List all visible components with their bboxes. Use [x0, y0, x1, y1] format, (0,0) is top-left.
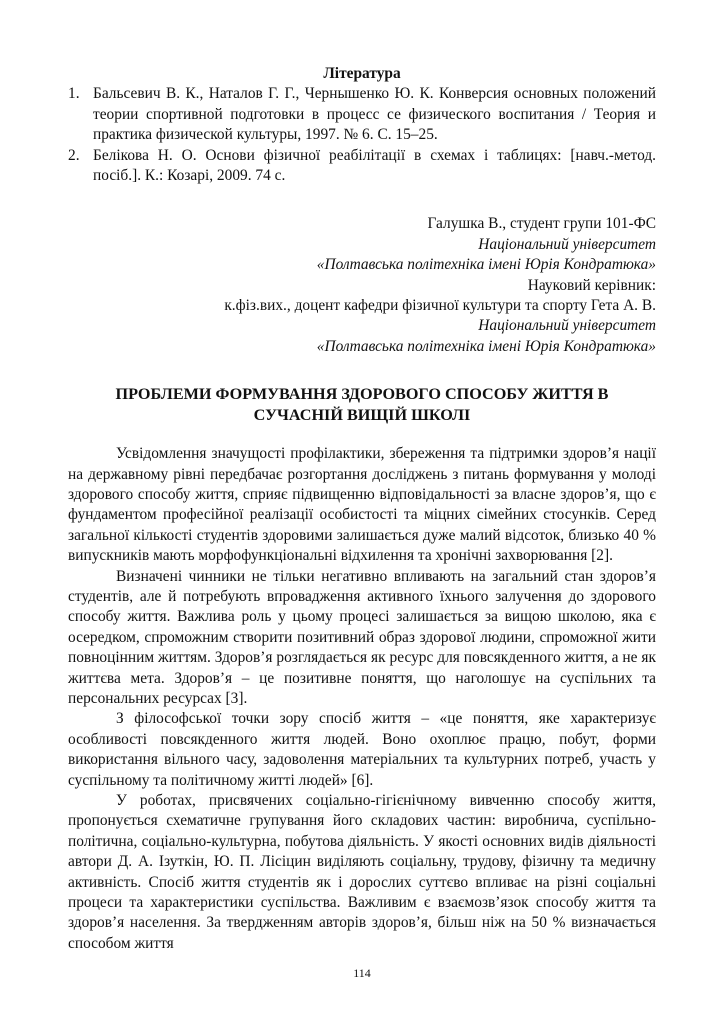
article-title-line2: СУЧАСНІЙ ВИЩІЙ ШКОЛІ [253, 405, 471, 424]
references-section [68, 64, 656, 186]
reference-text: Белікова Н. О. Основи фізичної реабілітації в схемах і таблицях: [навч.-метод. посіб.]. К.: Козарі, 2009. 74 с. [93, 146, 656, 185]
body-paragraph-1: Усвідомлення значущості профілактики, збереження та підтримки здоров’я нації на державному рівні передбачає розгортання досліджень з питань формування у молоді здорового способу життя, сприяє підвищенню відповідальності за власне здоров’я, що є фундаментом професійної реалізації особистості та міцних сімейних стосунків. Серед загальної кількості студентів здоровими залишається дуже малий відсоток, близько 40 % випускників мають морфофункціональні відхилення та хронічні захворювання [2]. [68, 445, 656, 565]
supervisor-label: Науковий керівник: [527, 276, 656, 294]
references-list [68, 84, 656, 186]
references-heading: Література [323, 65, 401, 82]
author-name: Галушка В., студент групи 101-ФС [427, 215, 656, 233]
page-number: 114 [353, 966, 371, 980]
body-paragraph-3: З філософської точки зору спосіб життя – «це поняття, яке характеризує особливості повсякденного життя людей. Воно охоплює працю, побут, форми використання вільного часу, задоволення матеріальних та культурних потреб, участь у суспільному та політичному житті людей» [6]. [68, 710, 656, 789]
author-affiliation-line1: Національний університет [478, 235, 656, 253]
supervisor-affiliation-line2: «Полтавська політехніка імені Юрія Кондратюка» [316, 337, 656, 355]
document-page [68, 64, 656, 954]
body-paragraph-2: Визначені чинники не тільки негативно впливають на загальний стан здоров’я студентів, але й потребують впровадження активного їхнього залучення до здорового способу життя. Важлива роль у цьому процесі залишається за вищою школою, яка є осередком, спроможним створити позитивний образ здорової людини, спроможної жити повноцінним життям. Здоров’я розглядається як ресурс для повсякденного життя, а не як життєва мета. Здоров’я – це позитивне поняття, що наголошує на суспільних та персональних ресурсах [3]. [68, 567, 656, 707]
article-title-line1: ПРОБЛЕМИ ФОРМУВАННЯ ЗДОРОВОГО СПОСОБУ ЖИТТЯ В [115, 385, 609, 404]
reference-text: Бальсевич В. К., Наталов Г. Г., Чернышенко Ю. К. Конверсия основных положений теории спортивной подготовки в процесс се физического воспитания / Теория и практика физической культуры, 1997. № 6. С. 15–25. [93, 85, 656, 144]
reference-item [68, 84, 656, 145]
reference-number: 1. [68, 85, 80, 103]
body-paragraph-4: У роботах, присвячених соціально-гігієнічному вивченню способу життя, пропонується схематичне групування його складових частин: виробнича, суспільно-політична, соціально-культурна, побутова діяльність. У якості основних видів діяльності автори Д. А. Ізуткін, Ю. П. Лісіцин виділяють соціальну, трудову, фізичну та медичну активність. Спосіб життя студентів як і дорослих суттєво впливає на різні соціальні процеси та характеристики суспільства. Важливим є взаємозв’язок способу життя та здоров’я населення. За твердженням авторів здоров’я, більш ніж на 50 % визначається способом життя [68, 792, 656, 952]
author-info [68, 214, 656, 357]
reference-item [68, 146, 656, 187]
supervisor-affiliation-line1: Національний університет [478, 317, 656, 335]
supervisor-name: к.фіз.вих., доцент кафедри фізичної культури та спорту Гета А. В. [224, 297, 656, 315]
article-body [68, 444, 656, 954]
article-title [68, 384, 656, 425]
author-affiliation-line2: «Полтавська політехніка імені Юрія Кондратюка» [316, 256, 656, 274]
reference-number: 2. [68, 146, 80, 164]
